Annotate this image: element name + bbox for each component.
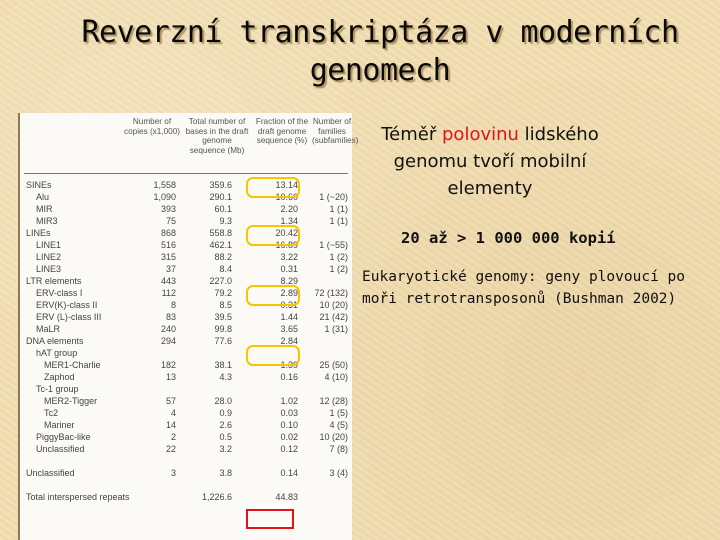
highlight-oval-dna [246, 345, 300, 366]
row-fraction: 10.60 [275, 192, 298, 202]
header-copies: Number of copies (x1,000) [124, 117, 180, 136]
row-families: 1 (~20) [319, 192, 348, 202]
table-body [20, 113, 359, 540]
row-fraction: 8.29 [280, 276, 298, 286]
row-bases: 77.6 [214, 336, 232, 346]
table-row [20, 239, 352, 251]
table-row [20, 227, 352, 239]
half-genome-statement [360, 121, 620, 202]
row-families: 1 (~55) [319, 240, 348, 250]
table-row [20, 191, 352, 203]
row-bases: 290.1 [209, 192, 232, 202]
row-fraction: 44.83 [275, 492, 298, 502]
row-fraction: 3.65 [280, 324, 298, 334]
row-fraction: 1.44 [280, 312, 298, 322]
row-families: 21 (42) [319, 312, 348, 322]
row-name: Mariner [44, 420, 75, 430]
statement-before: Téměř [381, 124, 442, 145]
row-families: 1 (2) [329, 264, 348, 274]
row-copies: 2 [170, 432, 176, 442]
row-bases: 3.8 [219, 468, 232, 478]
row-copies: 83 [165, 312, 176, 322]
row-bases: 60.1 [214, 204, 232, 214]
row-families: 4 (5) [329, 420, 348, 430]
row-fraction: 2.84 [280, 336, 298, 346]
row-name: LTR elements [26, 276, 82, 286]
row-bases: 0.5 [219, 432, 232, 442]
table-row [20, 179, 352, 191]
row-bases: 79.2 [214, 288, 232, 298]
row-bases: 1,226.6 [201, 492, 232, 502]
row-name: LINE1 [36, 240, 62, 250]
row-name: MER1-Charlie [44, 360, 101, 370]
table-row [20, 395, 352, 407]
row-copies: 1,090 [153, 192, 176, 202]
row-bases: 9.3 [219, 216, 232, 226]
table-row [20, 335, 352, 347]
row-fraction: 0.03 [280, 408, 298, 418]
row-bases: 4.3 [219, 372, 232, 382]
row-copies: 516 [160, 240, 176, 250]
row-copies: 75 [165, 216, 176, 226]
row-bases: 99.8 [214, 324, 232, 334]
row-families: 10 (20) [319, 300, 348, 310]
row-copies: 240 [160, 324, 176, 334]
row-families: 25 (50) [319, 360, 348, 370]
row-copies: 315 [160, 252, 176, 262]
header-bases: Total number of bases in the draft genome sequence (Mb) [185, 117, 249, 155]
row-bases: 359.6 [209, 180, 232, 190]
row-name: Alu [36, 192, 50, 202]
statement-highlight: polovinu [442, 124, 519, 145]
row-name: ERV(K)-class II [36, 300, 98, 310]
row-fraction: 0.12 [280, 444, 298, 454]
row-fraction: 0.14 [280, 468, 298, 478]
table-row [20, 383, 352, 395]
row-families: 1 (1) [329, 204, 348, 214]
row-copies: 14 [165, 420, 176, 430]
row-name: LINEs [26, 228, 51, 238]
row-name: MIR [36, 204, 53, 214]
header-fraction: Fraction of the draft genome sequence (%) [255, 117, 309, 145]
row-fraction: 0.31 [280, 264, 298, 274]
row-name: MaLR [36, 324, 61, 334]
header-families: Number of families (subfamilies) [312, 117, 359, 145]
header-divider [24, 173, 348, 174]
copies-note: 20 až > 1 000 000 kopií [401, 229, 616, 247]
row-fraction: 1.02 [280, 396, 298, 406]
row-families: 4 (10) [324, 372, 348, 382]
table-row [20, 311, 352, 323]
row-name: Unclassified [26, 468, 75, 478]
row-families: 3 (4) [329, 468, 348, 478]
row-copies: 4 [170, 408, 176, 418]
row-bases: 8.5 [219, 300, 232, 310]
row-fraction: 2.89 [280, 288, 298, 298]
table-row [20, 323, 352, 335]
row-copies: 57 [165, 396, 176, 406]
table-row [20, 215, 352, 227]
row-copies: 868 [160, 228, 176, 238]
title-line-2: genomech [309, 53, 451, 88]
row-families: 1 (31) [324, 324, 348, 334]
row-fraction: 0.16 [280, 372, 298, 382]
row-copies: 13 [165, 372, 176, 382]
table-row [20, 371, 352, 383]
row-copies: 182 [160, 360, 176, 370]
highlight-oval-ltr [246, 285, 300, 306]
repeat-elements-table [18, 113, 359, 540]
row-name: Total interspersed repeats [26, 492, 130, 502]
row-bases: 39.5 [214, 312, 232, 322]
eukaryote-note: Eukaryotické genomy: geny plovoucí po moři retrotransposonů (Bushman 2002) [362, 269, 686, 307]
row-bases: 227.0 [209, 276, 232, 286]
row-bases: 28.0 [214, 396, 232, 406]
row-fraction: 2.20 [280, 204, 298, 214]
row-copies: 37 [165, 264, 176, 274]
table-row [20, 431, 352, 443]
row-copies: 112 [161, 288, 176, 298]
row-families: 1 (1) [329, 216, 348, 226]
table-row [20, 419, 352, 431]
row-name: MIR3 [36, 216, 58, 226]
row-bases: 558.8 [209, 228, 232, 238]
row-copies: 1,558 [153, 180, 176, 190]
highlight-oval-lines [246, 225, 300, 246]
row-bases: 38.1 [214, 360, 232, 370]
row-name: Tc2 [44, 408, 59, 418]
table-row [20, 455, 352, 467]
row-families: 1 (5) [329, 408, 348, 418]
table-row [20, 275, 352, 287]
row-families: 1 (2) [329, 252, 348, 262]
slide-title [40, 14, 720, 90]
table-row [20, 263, 352, 275]
row-fraction: 1.39 [280, 360, 298, 370]
table-row [20, 467, 352, 479]
row-copies: 294 [160, 336, 176, 346]
row-families: 10 (20) [319, 432, 348, 442]
table-row [20, 299, 352, 311]
statement-after: lidského genomu tvoří mobilní elementy [393, 124, 599, 199]
row-name: PiggyBac-like [36, 432, 91, 442]
table-row [20, 443, 352, 455]
table-row [20, 287, 352, 299]
row-copies: 3 [170, 468, 176, 478]
row-name: Tc-1 group [36, 384, 79, 394]
row-name: ERV (L)-class III [36, 312, 102, 322]
row-fraction: 1.34 [280, 216, 298, 226]
row-copies: 443 [160, 276, 176, 286]
table-row [20, 347, 352, 359]
row-fraction: 20.42 [275, 228, 298, 238]
table-row [20, 407, 352, 419]
table-row [20, 203, 352, 215]
table-row [20, 479, 352, 491]
row-copies: 8 [170, 300, 176, 310]
row-copies: 393 [160, 204, 176, 214]
row-name: hAT group [36, 348, 78, 358]
highlight-box-total [246, 509, 294, 529]
row-name: SINEs [26, 180, 52, 190]
row-name: DNA elements [26, 336, 84, 346]
table-row [20, 359, 352, 371]
row-bases: 462.1 [209, 240, 232, 250]
table-row [20, 251, 352, 263]
row-name: LINE2 [36, 252, 62, 262]
row-fraction: 16.89 [275, 240, 298, 250]
row-families: 7 (8) [329, 444, 348, 454]
table-row [20, 491, 352, 503]
row-copies: 22 [165, 444, 176, 454]
row-bases: 8.4 [219, 264, 232, 274]
title-line-1: Reverzní transkriptáza v moderních [81, 15, 679, 50]
row-fraction: 13.14 [275, 180, 298, 190]
row-fraction: 3.22 [280, 252, 298, 262]
row-name: LINE3 [36, 264, 62, 274]
highlight-oval-sines [246, 177, 300, 198]
row-fraction: 0.02 [280, 432, 298, 442]
row-families: 12 (28) [319, 396, 348, 406]
row-name: Zaphod [44, 372, 75, 382]
row-name: MER2-Tigger [44, 396, 98, 406]
row-bases: 0.9 [219, 408, 232, 418]
row-fraction: 0.10 [280, 420, 298, 430]
row-name: ERV-class I [36, 288, 83, 298]
row-bases: 2.6 [219, 420, 232, 430]
row-bases: 88.2 [214, 252, 232, 262]
row-bases: 3.2 [219, 444, 232, 454]
row-name: Unclassified [36, 444, 85, 454]
row-families: 72 (132) [314, 288, 348, 298]
row-fraction: 0.31 [280, 300, 298, 310]
